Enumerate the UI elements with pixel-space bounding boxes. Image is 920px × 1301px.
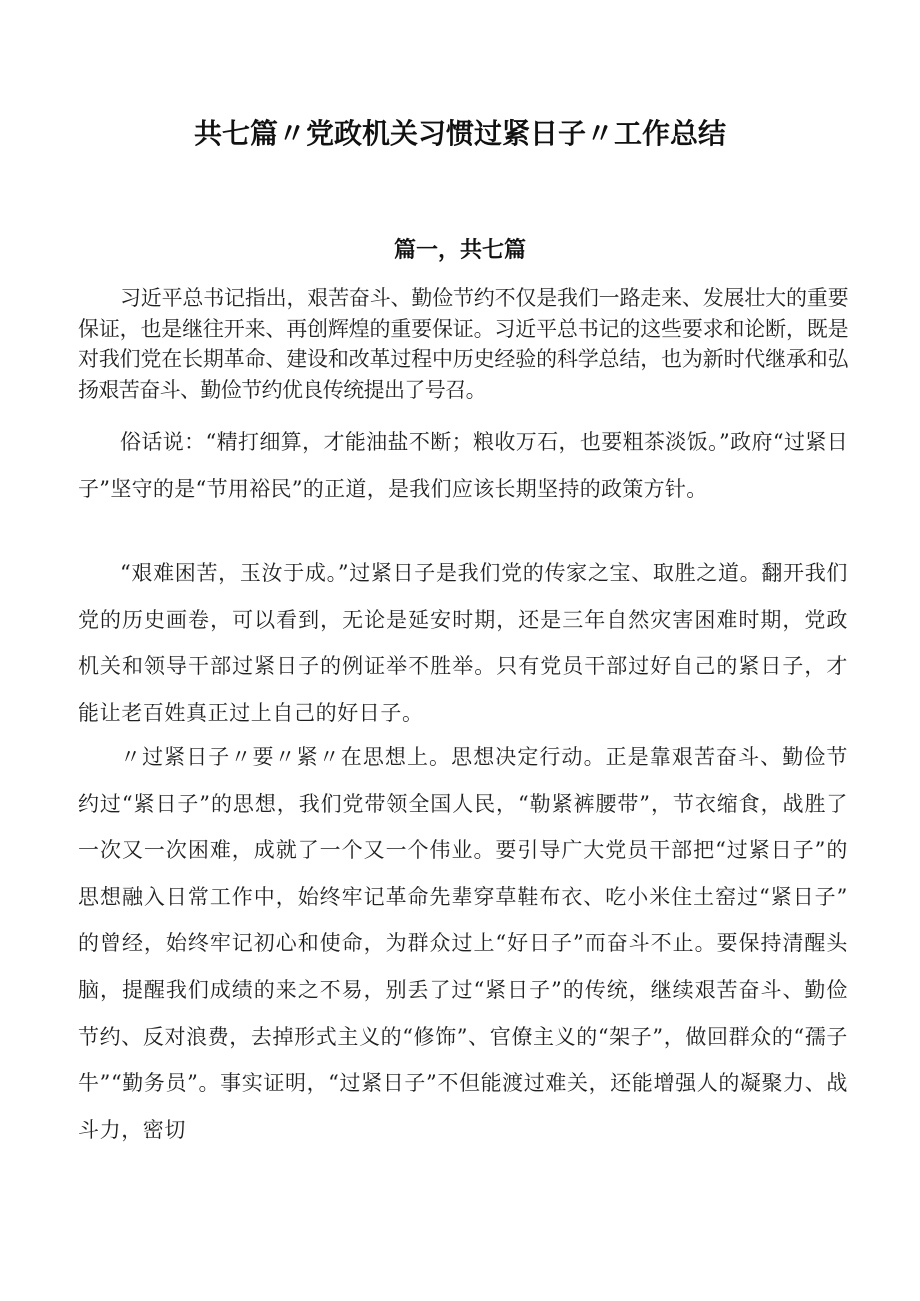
paragraph: 〃过紧日子〃要〃紧〃在思想上。思想决定行动。正是靠艰苦奋斗、勤俭节约过“紧日子”的思想，我们党带领全国人民，“勒紧裤腰带”，节衣缩食，战胜了一次又一次困难，成就了一个又一个伟业。要引导广大党员干部把“过紧日子”的思想融入日常工作中，始终牢记革命先辈穿草鞋布衣、吃小米住土窑过“紧日子”的曾经，始终牢记初心和使命，为群众过上“好日子”而奋斗不止。要保持清醒头脑，提醒我们成绩的来之不易，别丢了过“紧日子”的传统，继续艰苦奋斗、勤俭节约、反对浪费，去掉形式主义的“修饰”、官僚主义的“架子”，做回群众的“孺子牛”“勤务员”。事实证明，“过紧日子”不但能渡过难关，还能增强人的凝聚力、战斗力，密切 — [78, 745, 848, 1142]
paragraph: 俗话说：“精打细算，才能油盐不断；粮收万石，也要粗茶淡饭。”政府“过紧日子”坚守的是“节用裕民”的正道，是我们应该长期坚持的政策方针。 — [78, 430, 848, 501]
paragraph: 习近平总书记指出，艰苦奋斗、勤俭节约不仅是我们一路走来、发展壮大的重要保证，也是继往开来、再创辉煌的重要保证。习近平总书记的这些要求和论断，既是对我们党在长期革命、建设和改革过程中历史经验的科学总结，也为新时代继承和弘扬艰苦奋斗、勤俭节约优良传统提出了号召。 — [78, 286, 848, 402]
section-heading: 篇一，共七篇 — [393, 238, 526, 263]
document-title: 共七篇〃党政机关习惯过紧日子〃工作总结 — [193, 117, 726, 150]
paragraph: “艰难困苦，玉汝于成。”过紧日子是我们党的传家之宝、取胜之道。翻开我们党的历史画卷，可以看到，无论是延安时期，还是三年自然灾害困难时期，党政机关和领导干部过紧日子的例证举不胜举。只有党员干部过好自己的紧日子，才能让老百姓真正过上自己的好日子。 — [78, 561, 848, 725]
